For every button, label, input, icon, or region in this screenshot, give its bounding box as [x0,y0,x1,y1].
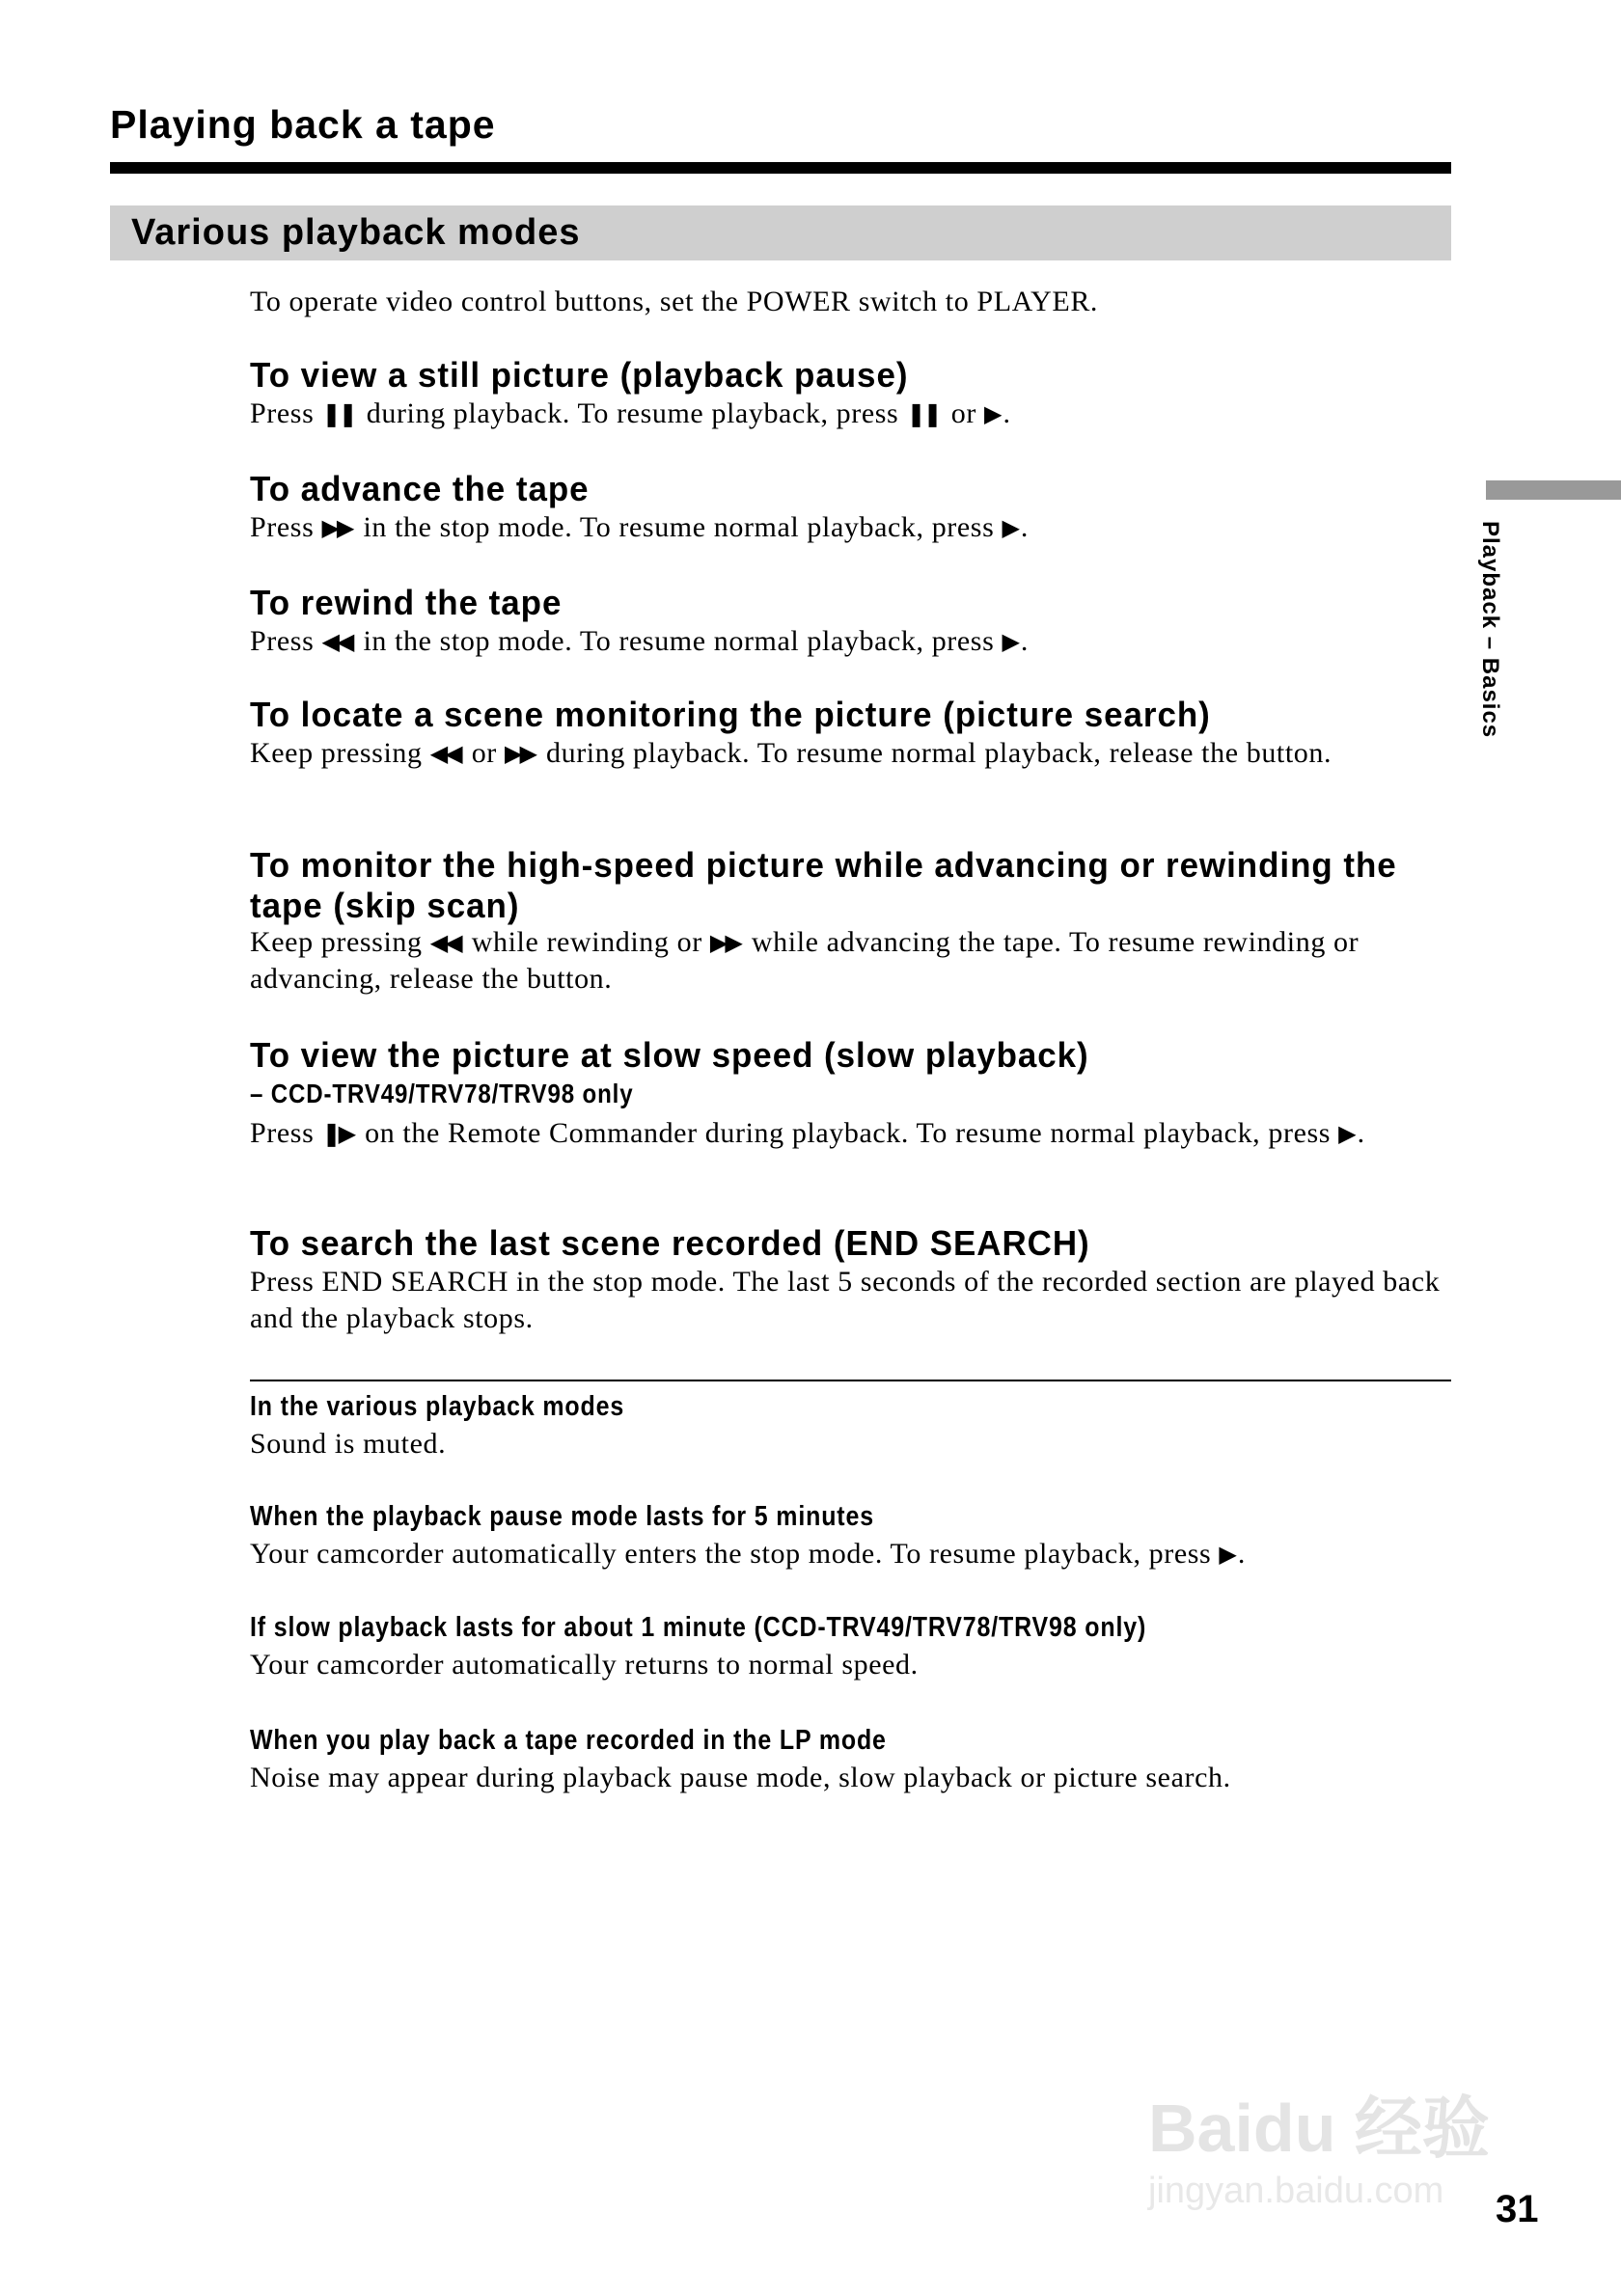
watermark-url: jingyan.baidu.com [1148,2171,1444,2211]
note-body [250,1647,1446,1683]
play-icon: ▶ [1002,628,1017,655]
body-text: while rewinding or [463,926,710,958]
body-text: or [943,397,985,429]
item-body [250,509,1446,546]
body-text: Keep pressing [250,926,430,958]
body-text: or [463,737,505,769]
note-heading: In the various playback modes [250,1391,625,1422]
body-text: Your camcorder automatically returns to normal speed. [250,1649,919,1681]
item-body [250,1264,1446,1337]
body-text: . [1020,625,1030,657]
rewind-icon: ◀◀ [429,740,460,767]
item-heading: To view the picture at slow speed (slow playback) [250,1035,1089,1075]
item-body [250,623,1446,660]
body-text: Press [250,1117,322,1149]
item-heading: To monitor the high-speed picture while advancing or rewinding the tape (skip scan) [250,845,1397,925]
item-subheading: – CCD-TRV49/TRV78/TRV98 only [250,1079,634,1108]
item-heading: To locate a scene monitoring the picture (picture search) [250,695,1211,734]
body-text: . [1020,511,1030,543]
page-title: Playing back a tape [110,102,496,147]
slow-icon: ❚▶ [321,1120,354,1147]
body-text: during playback. To resume playback, press [358,397,907,429]
body-text: . [1357,1117,1365,1149]
notes-divider [250,1380,1451,1381]
fast-forward-icon: ▶▶ [321,514,352,541]
pause-icon: ❚❚ [906,400,940,427]
fast-forward-icon: ▶▶ [709,929,740,956]
intro-text: To operate video control buttons, set the POWER switch to PLAYER. [250,286,1099,317]
play-icon: ▶ [1002,514,1017,541]
item-body [250,735,1446,772]
note-body [250,1426,1446,1462]
body-text: during playback. To resume normal playback, release the button. [537,737,1333,769]
body-text: on the Remote Commander during playback. To resume normal playback, press [357,1117,1339,1149]
item-body [250,924,1446,998]
rewind-icon: ◀◀ [429,929,460,956]
side-tab-label: Playback – Basics [1477,521,1503,739]
body-text: while advancing the tape. To resume rewinding or advancing, release the button. [250,926,1360,995]
note-body [250,1536,1446,1572]
body-text: . [1003,397,1011,429]
item-heading: To search the last scene recorded (END SEARCH) [250,1223,1090,1263]
rewind-icon: ◀◀ [321,628,352,655]
watermark-logo: Baidu 经验 [1148,2091,1490,2166]
body-text: Noise may appear during playback pause mode, slow playback or picture search. [250,1762,1231,1793]
note-body [250,1760,1446,1796]
item-body [250,396,1446,432]
body-text: Sound is muted. [250,1428,447,1460]
fast-forward-icon: ▶▶ [505,740,535,767]
note-heading: If slow playback lasts for about 1 minute (CCD-TRV49/TRV78/TRV98 only) [250,1612,1147,1643]
body-text: . [1237,1538,1246,1570]
play-icon: ▶ [984,400,1000,427]
title-rule [110,162,1451,174]
section-title: Various playback modes [131,212,581,253]
body-text: Press END SEARCH in the stop mode. The last 5 seconds of the recorded section are played back and the playback stops. [250,1266,1441,1334]
page-number: 31 [1496,2188,1539,2230]
section-header-band [110,205,1451,260]
side-tab-bar [1486,480,1621,500]
item-body [250,1115,1446,1152]
note-heading: When you play back a tape recorded in the LP mode [250,1725,887,1756]
body-text: Press [250,625,322,657]
item-heading: To advance the tape [250,469,590,508]
item-heading: To rewind the tape [250,583,563,622]
play-icon: ▶ [1338,1120,1354,1147]
body-text: in the stop mode. To resume normal playback, press [355,511,1003,543]
body-text: Press [250,511,322,543]
note-heading: When the playback pause mode lasts for 5 minutes [250,1501,874,1532]
body-text: Press [250,397,322,429]
play-icon: ▶ [1219,1541,1234,1568]
pause-icon: ❚❚ [321,400,355,427]
item-heading: To view a still picture (playback pause) [250,355,909,395]
body-text: Your camcorder automatically enters the stop mode. To resume playback, press [250,1538,1220,1570]
body-text: in the stop mode. To resume normal playback, press [355,625,1003,657]
body-text: Keep pressing [250,737,430,769]
